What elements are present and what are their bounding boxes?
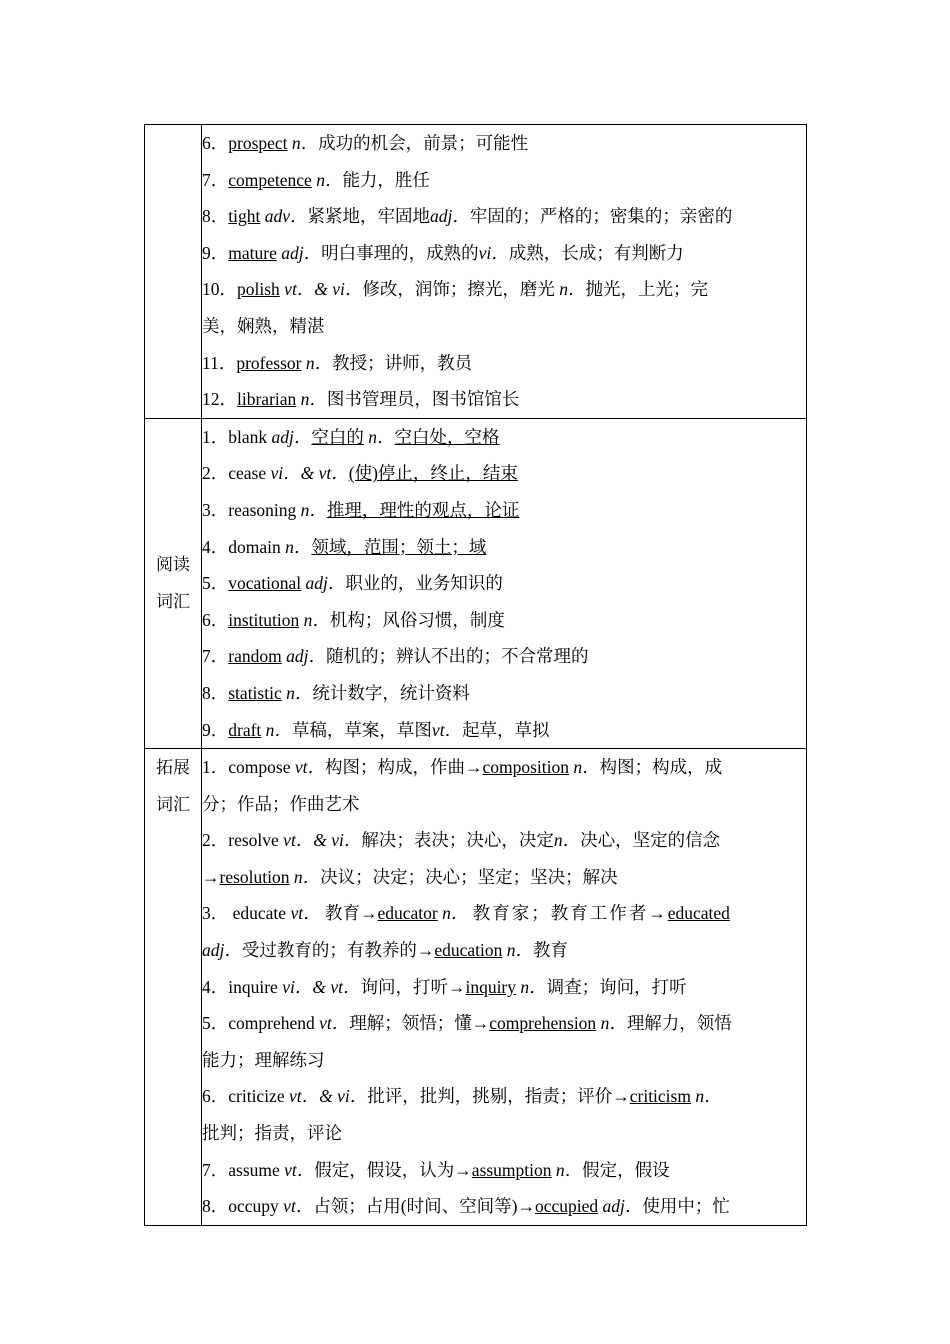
list-item: 10．polish vt．& vi．修改，润饰；擦光，磨光 n．抛光，上光；完 (202, 279, 709, 300)
list-item: 4．inquire vi．& vt．询问，打听→inquiry n．调查；询问，打听 (202, 976, 687, 997)
section-row (145, 749, 807, 1226)
section-row (145, 125, 807, 419)
vocabulary-table (144, 124, 807, 1226)
category-label: 拓展 (156, 758, 190, 778)
category-label: 词汇 (156, 592, 190, 612)
category-cell (145, 125, 202, 419)
list-item: 8．statistic n．统计数字，统计资料 (202, 682, 470, 703)
list-item: 5．vocational adj．职业的，业务知识的 (202, 573, 503, 594)
items-cell (202, 418, 807, 748)
list-item-continuation: 分；作品；作曲艺术 (202, 793, 360, 814)
list-item: 9．draft n．草稿，草案，草图vt．起草，草拟 (202, 719, 550, 740)
list-item: 2．cease vi．& vt．(使)停止，终止，结束 (202, 463, 518, 484)
list-item: 5．comprehend vt．理解；领悟；懂→comprehension n．理解力，领悟 (202, 1013, 732, 1034)
items-cell (202, 125, 807, 419)
list-item: 6．prospect n．成功的机会，前景；可能性 (202, 133, 529, 153)
list-item-continuation: adj．受过教育的；有教养的→education n．教育 (202, 940, 569, 961)
list-item: 3．reasoning n．推理，理性的观点，论证 (202, 499, 520, 520)
list-item: 11．professor n．教授；讲师，教员 (202, 352, 473, 373)
list-item: 8．tight adv．紧紧地，牢固地adj．牢固的；严格的；密集的；亲密的 (202, 206, 733, 227)
section-row (145, 418, 807, 748)
list-item: 9．mature adj．明白事理的，成熟的vi．成熟，长成；有判断力 (202, 242, 684, 263)
list-item: 2．resolve vt．& vi．解决；表决；决心，决定n．决心，坚定的信念 (202, 830, 721, 851)
list-item: 7．assume vt．假定，假设，认为→assumption n．假定，假设 (202, 1159, 670, 1180)
category-cell (145, 749, 202, 1226)
category-cell (145, 418, 202, 748)
list-item-continuation: 批判；指责，评论 (202, 1123, 342, 1144)
list-item: 7．competence n．能力，胜任 (202, 169, 430, 190)
category-label: 词汇 (156, 795, 190, 815)
list-item: 4．domain n．领域，范围；领土；域 (202, 536, 487, 557)
list-item: 7．random adj．随机的；辨认不出的；不合常理的 (202, 646, 589, 667)
list-item: 1．compose vt．构图；构成，作曲→composition n．构图；构成，成 (202, 757, 723, 778)
list-item-continuation: 能力；理解练习 (202, 1049, 325, 1070)
items-cell (202, 749, 807, 1226)
list-item: 3． educate vt． 教育→educator n． 教育家；教育工作者→educated (202, 903, 730, 924)
list-item: 8．occupy vt．占领；占用(时间、空间等)→occupied adj．使用中；忙 (202, 1196, 730, 1217)
list-item: 1．blank adj．空白的 n．空白处，空格 (202, 426, 500, 447)
list-item: 6．institution n．机构；风俗习惯，制度 (202, 609, 505, 630)
list-item: 6．criticize vt．& vi．批评，批判，挑剔，指责；评价→criticism n． (202, 1086, 722, 1107)
list-item: 12．librarian n．图书管理员，图书馆馆长 (202, 389, 520, 410)
list-item-continuation: →resolution n．决议；决定；决心；坚定；坚决；解决 (202, 866, 618, 887)
list-item-continuation: 美，娴熟，精湛 (202, 315, 325, 336)
category-label: 阅读 (156, 555, 190, 575)
